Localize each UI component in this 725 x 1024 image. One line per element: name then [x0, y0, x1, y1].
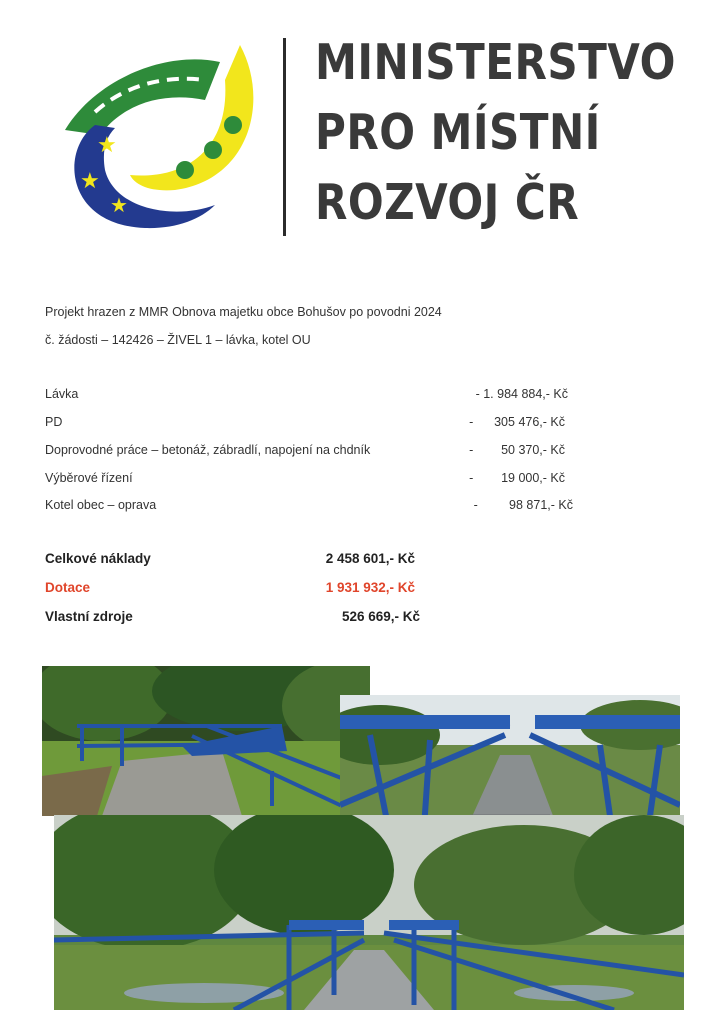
cost-item-label: Lávka	[45, 387, 79, 401]
cost-item-amount: - 19 000,- Kč	[469, 471, 565, 485]
svg-text:★: ★	[80, 169, 100, 194]
header-divider	[283, 38, 286, 236]
mmr-logo-icon	[55, 40, 260, 235]
cost-item-label: Výběrové řízení	[45, 471, 133, 485]
cost-item-label: Doprovodné práce – betonáž, zábradlí, napojení na chdník	[45, 443, 371, 457]
cost-item-amount: - 305 476,- Kč	[469, 415, 565, 429]
ministry-line-2: PRO MÍSTNÍ	[315, 104, 601, 161]
ministry-line-1: MINISTERSTVO	[315, 34, 676, 91]
bridge-photo-1	[42, 666, 370, 816]
subsidy-amount: 1 931 932,- Kč	[325, 580, 415, 595]
svg-text:★: ★	[97, 133, 117, 158]
own-funds-label: Vlastní zdroje	[45, 609, 133, 624]
ministry-title	[315, 28, 676, 238]
cost-item-label: Kotel obec – oprava	[45, 498, 157, 512]
cost-item-amount: - 1. 984 884,- Kč	[475, 387, 568, 401]
project-line-2: č. žádosti – 142426 – ŽIVEL 1 – lávka, kotel OU	[45, 333, 311, 347]
subsidy-label: Dotace	[45, 580, 91, 595]
total-amount: 2 458 601,- Kč	[325, 551, 415, 566]
project-line-1: Projekt hrazen z MMR Obnova majetku obce Bohušov po povodni 2024	[45, 305, 442, 319]
cost-item-amount: - 50 370,- Kč	[469, 443, 565, 457]
total-label: Celkové náklady	[45, 551, 151, 566]
bridge-photo-3	[54, 815, 684, 1010]
own-funds-amount: 526 669,- Kč	[341, 609, 420, 624]
svg-text:★: ★	[110, 193, 128, 217]
ministry-line-3: ROZVOJ ČR	[315, 174, 580, 231]
cost-item-label: PD	[45, 415, 63, 429]
cost-item-amount: - 98 871,- Kč	[473, 498, 573, 512]
